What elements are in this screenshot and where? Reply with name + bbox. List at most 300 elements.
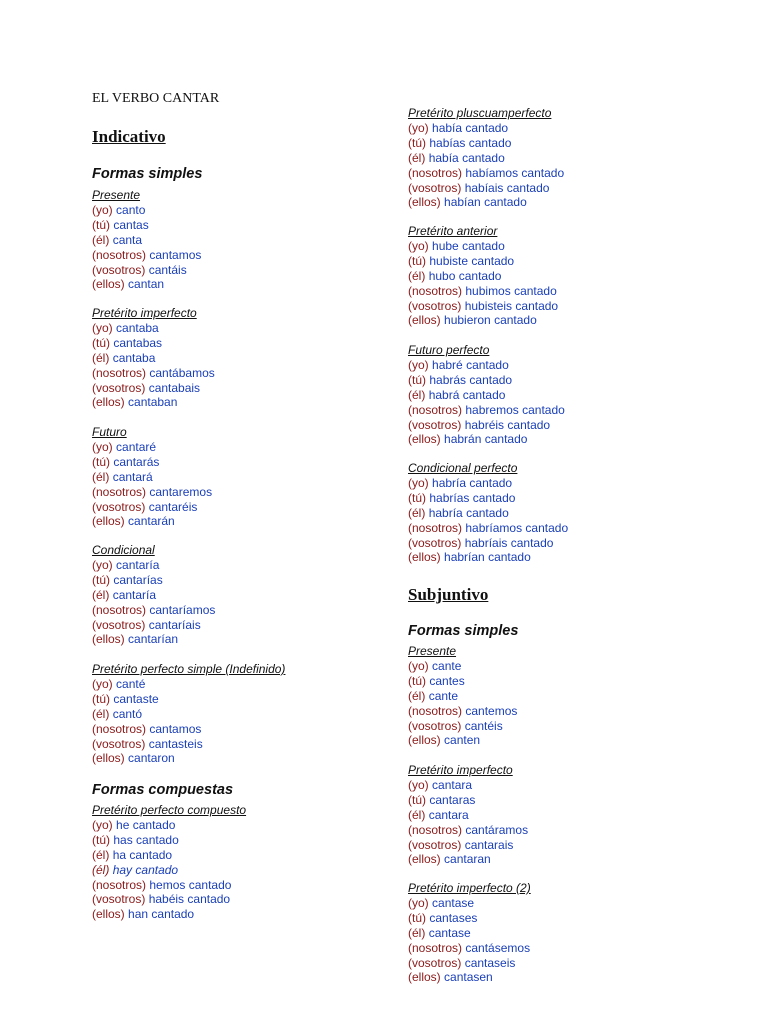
verb-form: cantarían	[128, 632, 179, 647]
tense-title: Pretérito perfecto compuesto	[92, 803, 247, 817]
conjugation-row	[92, 751, 285, 766]
conjugation-row	[408, 896, 531, 911]
pronoun: (nosotros)	[408, 283, 463, 298]
conjugation-row	[408, 269, 558, 284]
auxiliary-verb: habrías	[429, 490, 470, 505]
conjugation-row	[92, 692, 285, 707]
conjugation-row	[408, 136, 564, 151]
pronoun: (vosotros)	[92, 892, 146, 907]
pronoun: (vosotros)	[92, 380, 146, 395]
pronoun: (tú)	[408, 910, 426, 925]
pronoun: (vosotros)	[92, 617, 146, 632]
verb-form: cantado	[187, 892, 231, 907]
verb-form: cantado	[494, 313, 537, 328]
verb-form: cantaba	[112, 350, 156, 365]
verb-form: cantarías	[113, 572, 163, 587]
conjugation-row	[408, 550, 568, 565]
pronoun: (él)	[408, 268, 426, 283]
verb-form: cantado	[506, 180, 550, 195]
auxiliary-verb: habríamos	[465, 520, 523, 535]
verb-form: cantabais	[148, 380, 201, 395]
conjugation-row	[92, 381, 215, 396]
conjugation-row	[408, 418, 565, 433]
conjugation-row	[408, 181, 564, 196]
auxiliary-verb: hubiste	[429, 253, 469, 268]
pronoun: (ellos)	[408, 313, 441, 328]
conjugation-row	[408, 506, 568, 521]
verb-form: cantado	[462, 238, 505, 253]
auxiliary-verb: ha	[112, 847, 127, 862]
verb-form: cante	[428, 688, 459, 703]
verb-form: cantara	[428, 807, 469, 822]
verb-form: cantado	[458, 268, 502, 283]
pronoun: (él)	[408, 150, 426, 165]
subjuntivo-simples-heading: Formas simples	[408, 623, 519, 639]
conjugation-row	[92, 351, 215, 366]
conjugation-row	[92, 440, 212, 455]
verb-form: cantaran	[444, 852, 491, 867]
pronoun: (vosotros)	[408, 298, 462, 313]
pronoun: (tú)	[92, 832, 110, 847]
verb-form: cantado	[469, 372, 513, 387]
pronoun: (nosotros)	[92, 721, 147, 736]
pronoun: (nosotros)	[92, 484, 147, 499]
pronoun: (ellos)	[92, 277, 125, 292]
verb-form: cantado	[484, 195, 527, 210]
conjugation-row	[92, 892, 246, 907]
conjugation-row	[408, 689, 517, 704]
pronoun: (él)	[408, 688, 426, 703]
pronoun: (él)	[92, 469, 110, 484]
conjugation-row	[408, 388, 565, 403]
auxiliary-verb: hay	[112, 862, 133, 877]
conjugation-row	[408, 313, 558, 328]
verb-form: cantado	[466, 357, 509, 372]
pronoun: (yo)	[92, 557, 113, 572]
verb-form: cantemos	[465, 703, 518, 718]
pronoun: (ellos)	[408, 970, 441, 985]
tense-block	[408, 644, 517, 748]
tense-block	[408, 106, 564, 210]
verb-form: cantado	[462, 387, 506, 402]
pronoun: (yo)	[408, 895, 429, 910]
pronoun: (nosotros)	[92, 877, 147, 892]
auxiliary-verb: habéis	[148, 892, 185, 907]
verb-form: cantado	[522, 402, 565, 417]
verb-form: cantáis	[148, 262, 187, 277]
pronoun: (yo)	[92, 202, 113, 217]
auxiliary-verb: he	[116, 817, 130, 832]
pronoun: (yo)	[408, 475, 429, 490]
tense-title: Pretérito imperfecto	[92, 306, 197, 320]
pronoun: (yo)	[408, 658, 429, 673]
auxiliary-verb: habrás	[429, 372, 467, 387]
verb-form: cantado	[507, 417, 551, 432]
verb-form: cantase	[428, 925, 471, 940]
pronoun: (vosotros)	[408, 535, 462, 550]
conjugation-row	[408, 373, 565, 388]
conjugation-row	[92, 263, 201, 278]
verb-form: canten	[444, 733, 481, 748]
conjugation-row	[408, 521, 568, 536]
verb-form: cantado	[510, 535, 554, 550]
conjugation-row	[408, 970, 531, 985]
pronoun: (tú)	[408, 253, 426, 268]
verb-form: cantaba	[116, 320, 159, 335]
auxiliary-verb: hemos	[149, 877, 186, 892]
pronoun: (yo)	[92, 817, 113, 832]
conjugation-row	[92, 366, 215, 381]
subjuntivo-heading: Subjuntivo	[408, 585, 489, 604]
auxiliary-verb: has	[113, 832, 133, 847]
tense-block	[408, 461, 568, 565]
conjugation-row	[92, 470, 212, 485]
pronoun: (vosotros)	[408, 837, 462, 852]
auxiliary-verb: había	[428, 150, 459, 165]
pronoun: (tú)	[408, 673, 426, 688]
tense-block	[408, 343, 565, 447]
verb-form: cantará	[112, 469, 153, 484]
verb-form: cantaras	[429, 792, 476, 807]
document-title: EL VERBO CANTAR	[92, 91, 220, 106]
pronoun: (yo)	[408, 120, 429, 135]
auxiliary-verb: hube	[432, 238, 459, 253]
pronoun: (yo)	[92, 676, 113, 691]
conjugation-row	[92, 277, 201, 292]
verb-form: cantado	[466, 505, 509, 520]
conjugation-row	[408, 674, 517, 689]
verb-form: cantado	[135, 862, 179, 877]
verb-form: cantado	[472, 490, 516, 505]
conjugation-row	[92, 907, 246, 922]
conjugation-row	[92, 500, 212, 515]
tense-block	[92, 662, 285, 766]
pronoun: (nosotros)	[92, 247, 147, 262]
tense-block	[92, 803, 246, 922]
pronoun: (tú)	[92, 691, 110, 706]
auxiliary-verb: hubo	[428, 268, 456, 283]
pronoun: (ellos)	[408, 432, 441, 447]
verb-form: cantamos	[149, 721, 202, 736]
pronoun: (él)	[408, 387, 426, 402]
conjugation-row	[408, 239, 558, 254]
indicativo-heading: Indicativo	[92, 127, 166, 146]
pronoun: (vosotros)	[92, 736, 146, 751]
tense-title: Condicional perfecto	[408, 461, 518, 475]
pronoun: (tú)	[92, 454, 110, 469]
verb-form: cantasen	[444, 970, 493, 985]
indicativo-compuestas-heading: Formas compuestas	[92, 782, 234, 798]
verb-form: cantado	[151, 907, 195, 922]
conjugation-row	[408, 838, 528, 853]
conjugation-row	[408, 491, 568, 506]
indicativo-simples-heading: Formas simples	[92, 166, 203, 182]
conjugation-row	[92, 632, 215, 647]
verb-form: cantado	[471, 253, 515, 268]
pronoun: (yo)	[408, 238, 429, 253]
pronoun: (nosotros)	[408, 940, 463, 955]
pronoun: (tú)	[92, 572, 110, 587]
conjugation-row	[408, 403, 565, 418]
pronoun: (yo)	[92, 320, 113, 335]
conjugation-row	[408, 778, 528, 793]
tense-block	[92, 188, 201, 292]
conjugation-row	[408, 476, 568, 491]
pronoun: (nosotros)	[92, 365, 147, 380]
tense-title: Futuro	[92, 425, 127, 439]
tense-title: Pretérito perfecto simple (Indefinido)	[92, 662, 286, 676]
conjugation-row	[92, 203, 201, 218]
pronoun: (vosotros)	[408, 180, 462, 195]
tense-block	[408, 224, 558, 328]
pronoun: (ellos)	[92, 395, 125, 410]
conjugation-row	[408, 793, 528, 808]
verb-form: cantaríais	[148, 617, 201, 632]
pronoun: (ellos)	[92, 907, 125, 922]
conjugation-row	[408, 536, 568, 551]
pronoun: (ellos)	[408, 733, 441, 748]
verb-form: cantásemos	[465, 940, 531, 955]
verb-form: cantado	[136, 832, 179, 847]
conjugation-row	[92, 878, 246, 893]
conjugation-row	[92, 336, 215, 351]
tense-block	[408, 763, 528, 867]
conjugation-row	[408, 254, 558, 269]
pronoun: (tú)	[408, 490, 426, 505]
pronoun: (él)	[92, 706, 110, 721]
conjugation-row	[92, 248, 201, 263]
verb-form: cantado	[188, 877, 232, 892]
conjugation-row	[92, 737, 285, 752]
tense-title: Pretérito imperfecto (2)	[408, 881, 531, 895]
conjugation-row	[408, 719, 517, 734]
tense-title: Condicional	[92, 543, 155, 557]
pronoun: (ellos)	[408, 852, 441, 867]
pronoun: (él)	[92, 232, 110, 247]
conjugation-row	[408, 733, 517, 748]
conjugation-row	[408, 704, 517, 719]
verb-form: cantases	[429, 910, 478, 925]
verb-form: cante	[432, 658, 462, 673]
verb-form: cantado	[462, 150, 505, 165]
auxiliary-verb: habíamos	[465, 165, 519, 180]
conjugation-row	[92, 848, 246, 863]
auxiliary-verb: hubimos	[465, 283, 511, 298]
pronoun: (tú)	[92, 217, 110, 232]
conjugation-row	[408, 432, 565, 447]
auxiliary-verb: habían	[444, 195, 481, 210]
verb-form: cantaste	[113, 691, 159, 706]
pronoun: (vosotros)	[408, 955, 462, 970]
verb-form: cantábamos	[149, 365, 215, 380]
verb-form: cantas	[113, 217, 149, 232]
auxiliary-verb: habría	[428, 505, 463, 520]
pronoun: (yo)	[92, 439, 113, 454]
verb-form: cantado	[525, 520, 569, 535]
pronoun: (ellos)	[408, 550, 441, 565]
conjugation-row	[92, 558, 215, 573]
conjugation-row	[408, 195, 564, 210]
pronoun: (nosotros)	[408, 402, 463, 417]
pronoun: (él)	[92, 847, 110, 862]
conjugation-row	[408, 852, 528, 867]
conjugation-row	[408, 659, 517, 674]
verb-form: cantado	[514, 283, 557, 298]
pronoun: (ellos)	[92, 514, 125, 529]
conjugation-row	[92, 395, 215, 410]
auxiliary-verb: habrán	[444, 432, 482, 447]
verb-form: cantado	[484, 432, 528, 447]
conjugation-row	[408, 358, 565, 373]
pronoun: (él)	[408, 807, 426, 822]
conjugation-row	[408, 121, 564, 136]
verb-form: cantarán	[128, 514, 175, 529]
conjugation-row	[92, 618, 215, 633]
pronoun: (vosotros)	[408, 417, 462, 432]
tense-title: Presente	[92, 188, 141, 202]
verb-form: cantado	[129, 847, 173, 862]
auxiliary-verb: habrá	[428, 387, 460, 402]
verb-form: cantáramos	[465, 822, 529, 837]
verb-form: cantase	[432, 895, 475, 910]
pronoun: (yo)	[408, 357, 429, 372]
auxiliary-verb: había	[432, 120, 463, 135]
pronoun: (él)	[92, 350, 110, 365]
auxiliary-verb: habréis	[464, 417, 505, 432]
conjugation-row	[92, 707, 285, 722]
conjugation-row	[408, 823, 528, 838]
auxiliary-verb: habría	[432, 475, 467, 490]
auxiliary-verb: hubisteis	[464, 298, 513, 313]
verb-form: cantaré	[116, 439, 157, 454]
conjugation-row	[92, 321, 215, 336]
verb-form: cantaréis	[148, 499, 198, 514]
pronoun: (tú)	[92, 335, 110, 350]
verb-form: cantabas	[113, 335, 163, 350]
tense-block	[408, 881, 531, 985]
verb-form: canto	[116, 202, 146, 217]
verb-form: cantara	[432, 777, 473, 792]
pronoun: (tú)	[408, 135, 426, 150]
verb-form: cantaremos	[149, 484, 213, 499]
auxiliary-verb: habré	[432, 357, 463, 372]
pronoun: (vosotros)	[408, 718, 462, 733]
verb-form: cantado	[132, 817, 176, 832]
pronoun: (nosotros)	[408, 822, 463, 837]
pronoun: (nosotros)	[408, 165, 463, 180]
tense-title: Pretérito anterior	[408, 224, 498, 238]
verb-form: cantaría	[116, 557, 160, 572]
pronoun: (él)	[408, 925, 426, 940]
verb-form: cantarás	[113, 454, 160, 469]
conjugation-row	[408, 911, 531, 926]
tense-title: Futuro perfecto	[408, 343, 490, 357]
auxiliary-verb: hubieron	[444, 313, 491, 328]
auxiliary-verb: habremos	[465, 402, 519, 417]
tense-title: Pretérito imperfecto	[408, 763, 513, 777]
conjugation-row	[92, 588, 215, 603]
pronoun: (tú)	[408, 792, 426, 807]
conjugation-row	[92, 514, 212, 529]
verb-form: cantado	[465, 120, 509, 135]
conjugation-row	[92, 863, 246, 878]
pronoun: (él)	[408, 505, 426, 520]
verb-form: cantaría	[112, 587, 157, 602]
tense-block	[92, 425, 212, 529]
pronoun: (ellos)	[408, 195, 441, 210]
verb-form: cantado	[468, 135, 512, 150]
verb-form: cantan	[128, 277, 165, 292]
verb-form: cantamos	[149, 247, 202, 262]
pronoun: (ellos)	[92, 751, 125, 766]
conjugation-row	[92, 833, 246, 848]
verb-form: cantado	[515, 298, 559, 313]
verb-form: cantó	[112, 706, 143, 721]
conjugation-row	[92, 603, 215, 618]
conjugation-row	[408, 956, 531, 971]
conjugation-row	[408, 284, 558, 299]
verb-form: cantaseis	[464, 955, 516, 970]
verb-form: cantasteis	[148, 736, 203, 751]
verb-form: canté	[116, 676, 146, 691]
verb-form: cantaban	[128, 395, 178, 410]
pronoun: (nosotros)	[408, 520, 463, 535]
pronoun: (nosotros)	[92, 602, 147, 617]
verb-form: cantado	[488, 550, 531, 565]
verb-form: canta	[112, 232, 143, 247]
conjugation-row	[408, 299, 558, 314]
conjugation-row	[92, 573, 215, 588]
conjugation-row	[92, 722, 285, 737]
tense-block	[92, 543, 215, 647]
tense-block	[92, 306, 215, 410]
conjugation-row	[92, 218, 201, 233]
auxiliary-verb: habríais	[464, 535, 508, 550]
conjugation-row	[408, 166, 564, 181]
auxiliary-verb: habrían	[444, 550, 485, 565]
verb-form: cantado	[521, 165, 565, 180]
verb-form: cantes	[429, 673, 465, 688]
conjugation-row	[408, 941, 531, 956]
conjugation-row	[408, 926, 531, 941]
conjugation-row	[408, 151, 564, 166]
conjugation-row	[92, 233, 201, 248]
auxiliary-verb: habías	[429, 135, 466, 150]
pronoun: (ellos)	[92, 632, 125, 647]
auxiliary-verb: han	[128, 907, 149, 922]
verb-form: cantéis	[464, 718, 503, 733]
conjugation-row	[92, 455, 212, 470]
conjugation-row	[92, 485, 212, 500]
pronoun: (tú)	[408, 372, 426, 387]
verb-form: cantarais	[464, 837, 514, 852]
verb-form: cantaron	[128, 751, 175, 766]
conjugation-row	[92, 677, 285, 692]
pronoun: (yo)	[408, 777, 429, 792]
conjugation-row	[92, 818, 246, 833]
verb-form: cantaríamos	[149, 602, 216, 617]
tense-title: Pretérito pluscuamperfecto	[408, 106, 552, 120]
pronoun: (nosotros)	[408, 703, 463, 718]
pronoun: (él)	[92, 587, 110, 602]
auxiliary-verb: habíais	[464, 180, 504, 195]
verb-form: cantado	[469, 475, 513, 490]
tense-title: Presente	[408, 644, 457, 658]
pronoun: (vosotros)	[92, 499, 146, 514]
pronoun: (él)	[92, 862, 110, 877]
conjugation-row	[408, 808, 528, 823]
pronoun: (vosotros)	[92, 262, 146, 277]
